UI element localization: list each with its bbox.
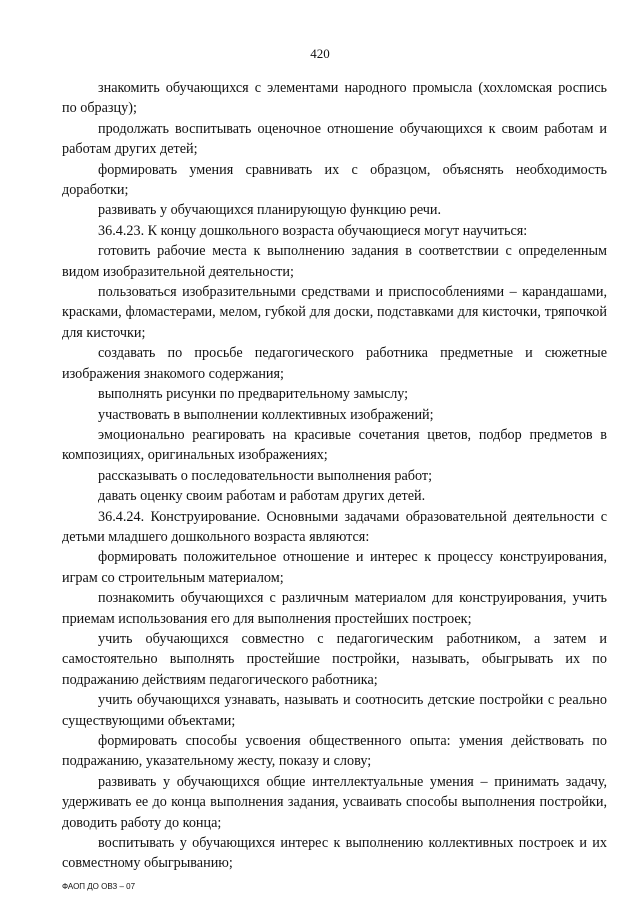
paragraph: выполнять рисунки по предварительному замыслу; [98,386,409,403]
paragraph: пользоваться изобразительными средствами и приспособлениями – карандашами, красками, фломастерами, мелом, губкой для доски, подставками для кисточки, тряпочкой для кисточки; [62,284,607,341]
paragraph: давать оценку своим работам и работам других детей. [98,488,426,505]
paragraph: развивать у обучающихся планирующую функцию речи. [98,202,442,219]
paragraph: готовить рабочие места к выполнению задания в соответствии с определенным видом изобразительной деятельности; [62,243,607,280]
page-number: 420 [310,46,330,61]
paragraph: учить обучающихся совместно с педагогическим работником, а затем и самостоятельно выполнять простейшие постройки, называть, обыгрывать их по подражанию действиям педагогического работника; [62,630,607,688]
paragraph: воспитывать у обучающихся интерес к выполнению коллективных построек и их совместному обыгрыванию; [62,835,607,872]
paragraph: развивать у обучающихся общие интеллектуальные умения – принимать задачу, удерживать ее до конца выполнения задания, усваивать способы выполнения постройки, доводить работу до конца; [62,773,607,831]
paragraph: создавать по просьбе педагогического работника предметные и сюжетные изображения знакомого содержания; [62,345,607,382]
paragraph: учить обучающихся узнавать, называть и соотносить детские постройки с реально существующими объектами; [62,692,607,729]
paragraph: формировать умения сравнивать их с образцом, объяснять необходимость доработки; [62,161,607,199]
paragraph: формировать способы усвоения общественного опыта: умения действовать по подражанию, указательному жесту, показу и слову; [62,733,607,770]
page-footer: ФАОП ДО ОВЗ – 07 [62,882,136,891]
paragraph: рассказывать о последовательности выполнения работ; [98,467,433,484]
paragraph: знакомить обучающихся с элементами народного промысла (хохломская роспись по образцу); [62,80,607,117]
paragraph: эмоционально реагировать на красивые сочетания цветов, подбор предметов в композициях, оригинальных изображениях; [62,426,607,464]
paragraph: продолжать воспитывать оценочное отношение обучающихся к своим работам и работам других детей; [62,120,607,158]
page-body [62,78,607,874]
paragraph: участвовать в выполнении коллективных изображений; [98,406,434,423]
paragraph: познакомить обучающихся с различным материалом для конструирования, учить приемам использования его для выполнения простейших построек; [62,590,607,627]
section-heading-36-4-24: 36.4.24. Конструирование. Основными задачами образовательной деятельности с детьми младшего дошкольного возраста являются: [62,508,607,545]
section-heading-36-4-23: 36.4.23. К концу дошкольного возраста обучающиеся могут научиться: [98,222,528,239]
paragraph: формировать положительное отношение и интерес к процессу конструирования, играм со строительным материалом; [62,549,607,586]
